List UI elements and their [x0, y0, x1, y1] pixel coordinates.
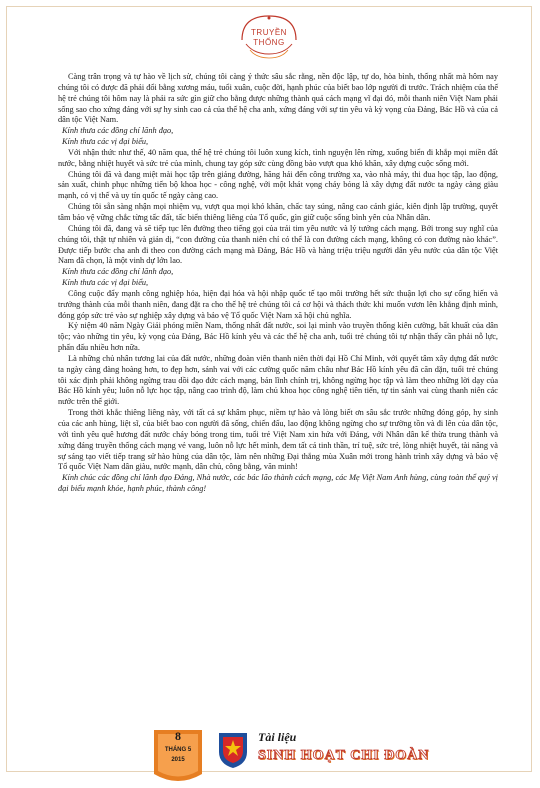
article-body — [58, 72, 498, 495]
paragraph: Công cuộc đẩy mạnh công nghiệp hóa, hiện đại hóa và hội nhập quốc tế tạo môi trường hết sức thuận lợi cho sự cống hiến và trưởng thành của mỗi thanh niên, đang đặt ra cho thế hệ trẻ chúng tôi cả cơ hội và thách thức khi muốn vươn lên khẳng định mình, đóng góp sức trẻ vào sự nghiệp xây dựng và bảo vệ Tổ quốc Việt Nam xã hội chủ nghĩa. — [58, 288, 498, 320]
closing-line: Kính chúc các đồng chí lãnh đạo Đảng, Nhà nước, các bác lão thành cách mạng, các Mẹ Việt Nam Anh hùng, cùng toàn thể quý vị đại biểu mạnh khỏe, hạnh phúc, thành công! — [58, 473, 498, 494]
greeting-line: Kính thưa các đồng chí lãnh đạo, — [62, 267, 174, 277]
magazine-title: SINH HOẠT CHI ĐOÀN — [258, 748, 430, 763]
issue-year: 2015 — [171, 757, 185, 763]
paragraph: Là những chủ nhân tương lai của đất nước, những đoàn viên thanh niên thời đại Hồ Chí Minh, với quyết tâm xây dựng đất nước ta ngày càng đàng hoàng hơn, to đẹp hơn, sánh vai với các cường quốc năm châu như Bác Hồ kính yêu đã căn dặn, tuổi trẻ chúng tôi xác định phải không ngừng trau dồi đạo đức cách mạng, bản lĩnh chính trị, không ngừng học tập và làm theo những lời dạy của Bác Hồ kính yêu; luôn nỗ lực học tập, nâng cao trình độ, làm chủ khoa học công nghệ tiên tiến, tự tin sánh vai cùng thanh niên các nước trên thế giới. — [58, 353, 498, 407]
paragraph: Trong thời khắc thiêng liêng này, với tất cả sự khâm phục, niềm tự hào và lòng biết ơn sâu sắc trước những đóng góp, hy sinh của các anh hùng, liệt sĩ, của biết bao con người đã sống, chiến đấu, lao động không ngừng cho sự trường tồn và đi lên của dân tộc, với tình yêu quê hương đất nước cháy bỏng trong tim, tuổi trẻ Việt Nam xin hứa với Đảng, với Nhân dân kế thừa trung thành và xứng đáng truyền thống cách mạng vẻ vang, luôn nỗ lực hết mình, đem tất cả tinh thần, trí tuệ, sức trẻ, lòng nhiệt huyết, tài năng và sự sáng tạo viết tiếp trang sử hào hùng của dân tộc, làm nên những Đại thắng mùa Xuân mới trong hành trình xây dựng và bảo vệ Tổ quốc Việt Nam dân giàu, nước mạnh, dân chủ, công bằng, văn minh! — [58, 408, 498, 472]
paragraph: Chúng tôi đã và đang miệt mài học tập trên giảng đường, hăng hái đến công trường xa, vào nhà máy, thi đua học tập, lao động, sản xuất, chinh phục những tiến bộ khoa học - công nghệ, với một khát vọng cháy bỏng là xây dựng đất nước ta ngày càng giàu mạnh, có vị thế và uy tín quốc tế ngày càng cao. — [58, 169, 498, 201]
greeting-line: Kính thưa các vị đại biểu, — [62, 137, 149, 147]
youth-union-emblem — [216, 730, 250, 770]
greeting-line: Kính thưa các đồng chí lãnh đạo, — [62, 126, 174, 136]
paragraph: Chúng tôi đã, đang và sẽ tiếp tục lên đường theo tiếng gọi của trái tim yêu nước và lý tưởng cách mạng. Bởi trong suy nghĩ của chúng tôi, thật tự nhiên và giản dị, “con đường của thanh niên chỉ có thể là con đường cách mạng, không có con đường nào khác”. Được tiếp bước cha anh đi theo con đường cách mạng mà Đảng, Bác Hồ và hàng triệu triệu người dân yêu nước của dân tộc Việt Nam đã chọn, là một vinh dự lớn lao. — [58, 223, 498, 266]
youth-union-emblem-icon — [216, 730, 250, 770]
paragraph: Với nhận thức như thế, 40 năm qua, thế hệ trẻ chúng tôi luôn xung kích, tình nguyện lên rừng, xuống biển đi khắp mọi miền đất nước, bằng nhiệt huyết và sức trẻ của mình, chung tay góp sức cùng đồng bào vượt qua khó khăn, xây dựng cuộc sống mới. — [58, 147, 498, 168]
page-footer — [0, 712, 540, 780]
paragraph: Càng trân trọng và tự hào về lịch sử, chúng tôi càng ý thức sâu sắc rằng, nền độc lập, tự do, hòa bình, thống nhất mà hôm nay chúng tôi có được đã phải đổi bằng xương máu, tuổi xuân, cuộc đời, hạnh phúc của biết bao lớp người đi trước. Trách nhiệm của thế hệ trẻ chúng tôi hôm nay là phải ra sức gìn giữ cho bằng được những thành quả cách mạng vĩ đại đó, mỗi thanh niên Việt Nam phải sống sao cho xứng đáng với sự hy sinh cao cả của thế hệ cha anh, xứng đáng với sự tin yêu và kỳ vọng của Đảng, Bác Hồ và của cả dân tộc Việt Nam. — [58, 72, 498, 125]
badge-text-line2: THỐNG — [253, 38, 285, 47]
paragraph: Kỷ niệm 40 năm Ngày Giải phóng miền Nam, thống nhất đất nước, soi lại mình vào truyền thống kiên cường, bất khuất của dân tộc; vào những tin yêu, kỳ vọng của Đảng, Bác Hồ kính yêu và các thế hệ cha anh, tuổi trẻ chúng tôi tự nhận thấy cần phải nỗ lực, phấn đấu nhiều hơn nữa. — [58, 321, 498, 353]
page-number: 8 — [175, 729, 181, 743]
greeting-line: Kính thưa các vị đại biểu, — [62, 278, 149, 288]
section-badge — [236, 10, 302, 62]
paragraph: Chúng tôi sẵn sàng nhận mọi nhiệm vụ, vượt qua mọi khó khăn, chấc tay súng, nâng cao cảnh giác, kiên định lập trường, quyết tâm bảo vệ vững chắc từng tấc đất, tấc biển thiêng liêng của Tổ quốc, gìn giữ cuộc sống bình yên của Nhân dân. — [58, 202, 498, 222]
issue-month: THÁNG 5 — [164, 747, 192, 753]
magazine-label: Tài liệu — [258, 730, 297, 744]
badge-text-line1: TRUYỀN — [251, 28, 287, 37]
